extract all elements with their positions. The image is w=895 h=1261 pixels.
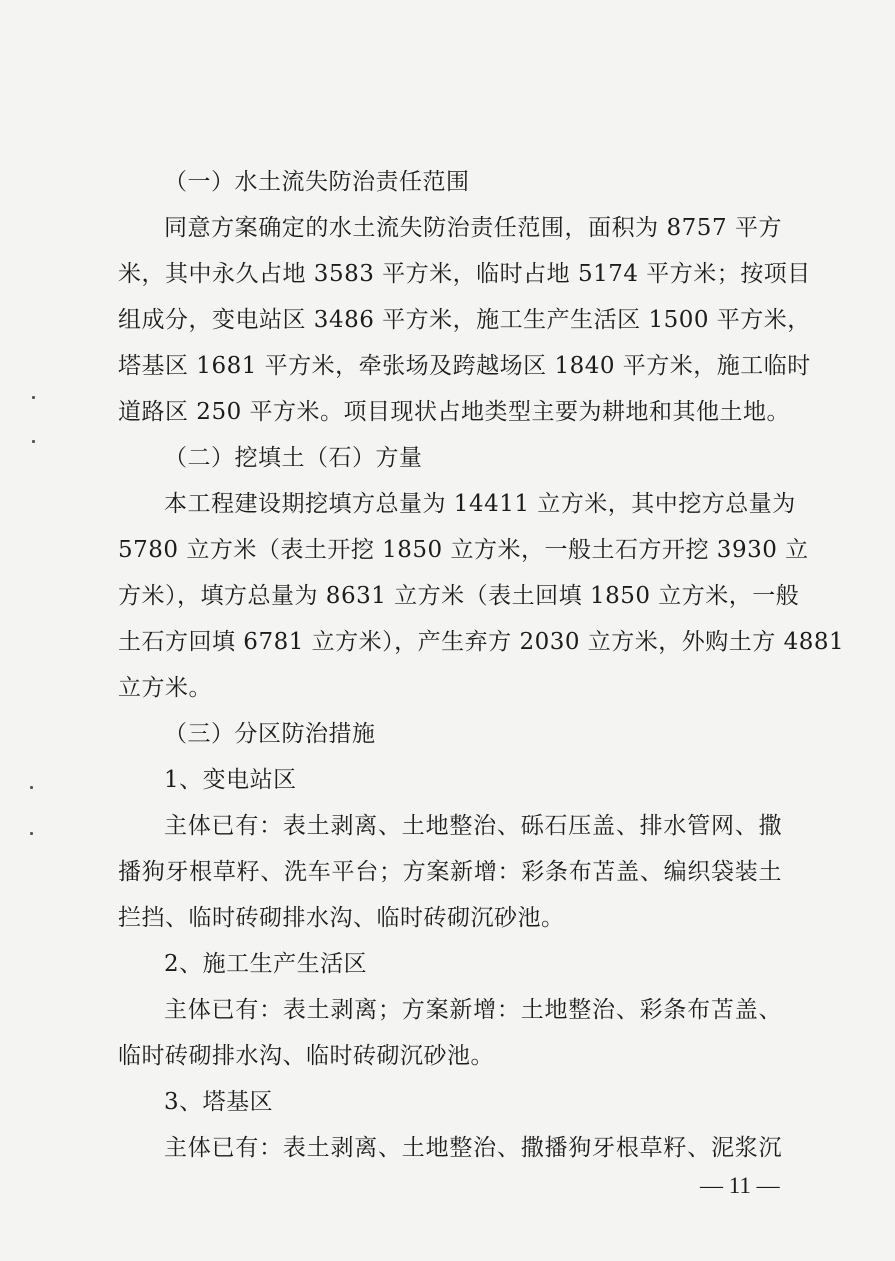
paragraph-line: 道路区 250 平方米。项目现状占地类型主要为耕地和其他土地。 [118, 399, 791, 425]
paragraph-line: 同意方案确定的水土流失防治责任范围，面积为 8757 平方 [164, 215, 782, 241]
paragraph-line: 米，其中永久占地 3583 平方米，临时占地 5174 平方米；按项目 [118, 261, 811, 287]
paragraph-line: 5780 立方米（表土开挖 1850 立方米，一般土石方开挖 3930 立 [118, 537, 809, 563]
subsection-title: 3、塔基区 [164, 1089, 274, 1115]
scan-speck [30, 786, 33, 789]
paragraph-line: 播狗牙根草籽、洗车平台；方案新增：彩条布苫盖、编织袋装土 [118, 859, 782, 885]
scan-speck [32, 396, 35, 399]
paragraph-line: 本工程建设期挖填方总量为 14411 立方米，其中挖方总量为 [164, 491, 796, 517]
paragraph-line: 临时砖砌排水沟、临时砖砌沉砂池。 [118, 1043, 494, 1069]
page-number: — 11 — [700, 1173, 780, 1198]
paragraph-line: 主体已有：表土剥离；方案新增：土地整治、彩条布苫盖、 [164, 997, 782, 1023]
subsection-title: 2、施工生产生活区 [164, 951, 368, 977]
paragraph-line: 土石方回填 6781 立方米），产生弃方 2030 立方米，外购土方 4881 [118, 629, 845, 655]
scan-speck [30, 832, 33, 835]
section-heading-3: （三）分区防治措施 [164, 721, 376, 747]
paragraph-line: 主体已有：表土剥离、土地整治、撒播狗牙根草籽、泥浆沉 [164, 1135, 782, 1161]
paragraph-line: 塔基区 1681 平方米，牵张场及跨越场区 1840 平方米，施工临时 [118, 353, 811, 379]
paragraph-line: 方米），填方总量为 8631 立方米（表土回填 1850 立方米，一般 [118, 583, 800, 609]
subsection-title: 1、变电站区 [164, 767, 297, 793]
paragraph-line: 主体已有：表土剥离、土地整治、砾石压盖、排水管网、撒 [164, 813, 782, 839]
paragraph-line: 立方米。 [118, 675, 212, 701]
scan-speck [32, 440, 35, 443]
paragraph-line: 拦挡、临时砖砌排水沟、临时砖砌沉砂池。 [118, 905, 565, 931]
section-heading-1: （一）水土流失防治责任范围 [164, 169, 470, 195]
paragraph-line: 组成分，变电站区 3486 平方米，施工生产生活区 1500 平方米， [118, 307, 811, 333]
section-heading-2: （二）挖填土（石）方量 [164, 445, 423, 471]
